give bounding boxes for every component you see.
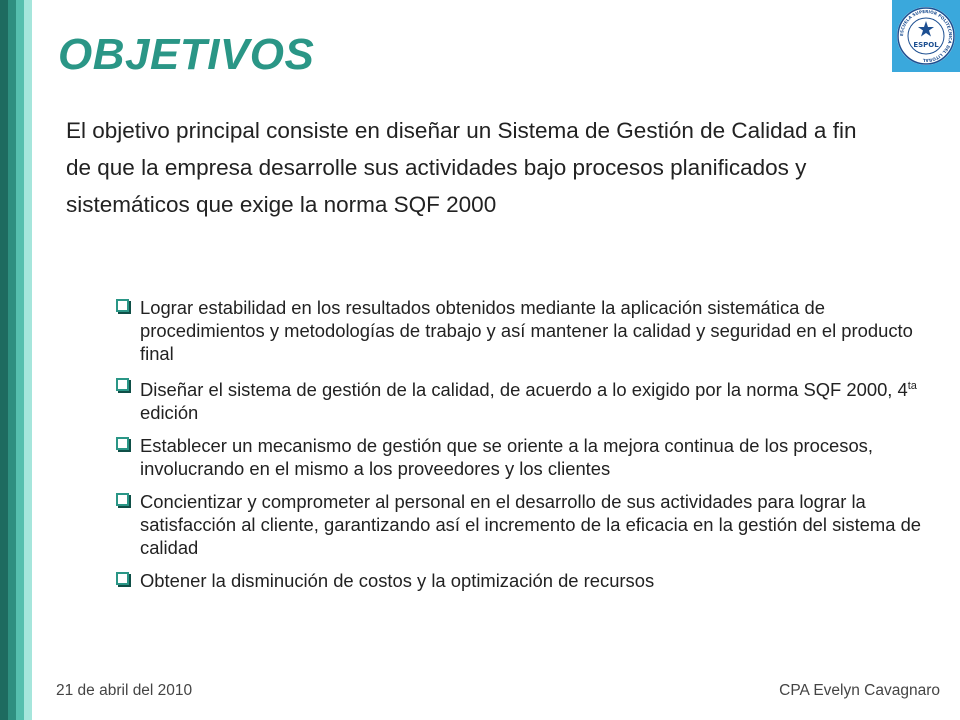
footer-author: CPA Evelyn Cavagnaro [779,682,940,699]
espol-logo [892,0,960,72]
objective-text: Concientizar y comprometer al personal en el desarrollo de sus actividades para lograr la satisfacción al cliente, garantizando así el incremento de la eficacia en la gestión del sistema de calidad [140,491,922,559]
decorative-stripe [16,0,24,720]
edition-suffix: edición [140,402,199,424]
decorative-stripe [24,0,32,720]
edition-superscript: ta [907,380,917,392]
logo-ring-text: ESCUELA SUPERIOR POLITECNICA DEL LITORAL [898,8,954,64]
checkbox-bullet-icon [116,378,129,391]
list-item [112,296,922,365]
objectives-list [112,296,922,602]
checkbox-bullet-icon [116,437,129,450]
checkbox-bullet-icon [116,572,129,585]
objective-text: Lograr estabilidad en los resultados obtenidos mediante la aplicación sistemática de procedimientos y metodologías de trabajo y así mantener la calidad y seguridad en el producto final [140,297,913,364]
checkbox-bullet-icon [116,493,129,506]
list-item [112,490,922,559]
intro-paragraph: El objetivo principal consiste en diseñar un Sistema de Gestión de Calidad a fin de que la empresa desarrolle sus actividades bajo procesos planificados y sistemáticos que exige la norma SQF 2000 [66,118,857,217]
decorative-stripe [8,0,16,720]
logo-label: ESPOL [913,41,939,49]
checkbox-bullet-icon [116,299,129,312]
list-item [112,569,922,592]
list-item [112,434,922,480]
objective-text: Establecer un mecanismo de gestión que se oriente a la mejora continua de los procesos, involucrando en el mismo a los proveedores y los clientes [140,435,873,480]
espol-seal-icon [895,5,957,67]
objective-text: Obtener la disminución de costos y la optimización de recursos [140,570,655,592]
footer-date: 21 de abril del 2010 [56,682,193,699]
list-item [112,375,922,424]
decorative-stripe [0,0,8,720]
slide-title: OBJETIVOS [58,30,315,79]
objective-text: Diseñar el sistema de gestión de la calidad, de acuerdo a lo exigido por la norma SQF 2000, 4 [140,379,908,401]
